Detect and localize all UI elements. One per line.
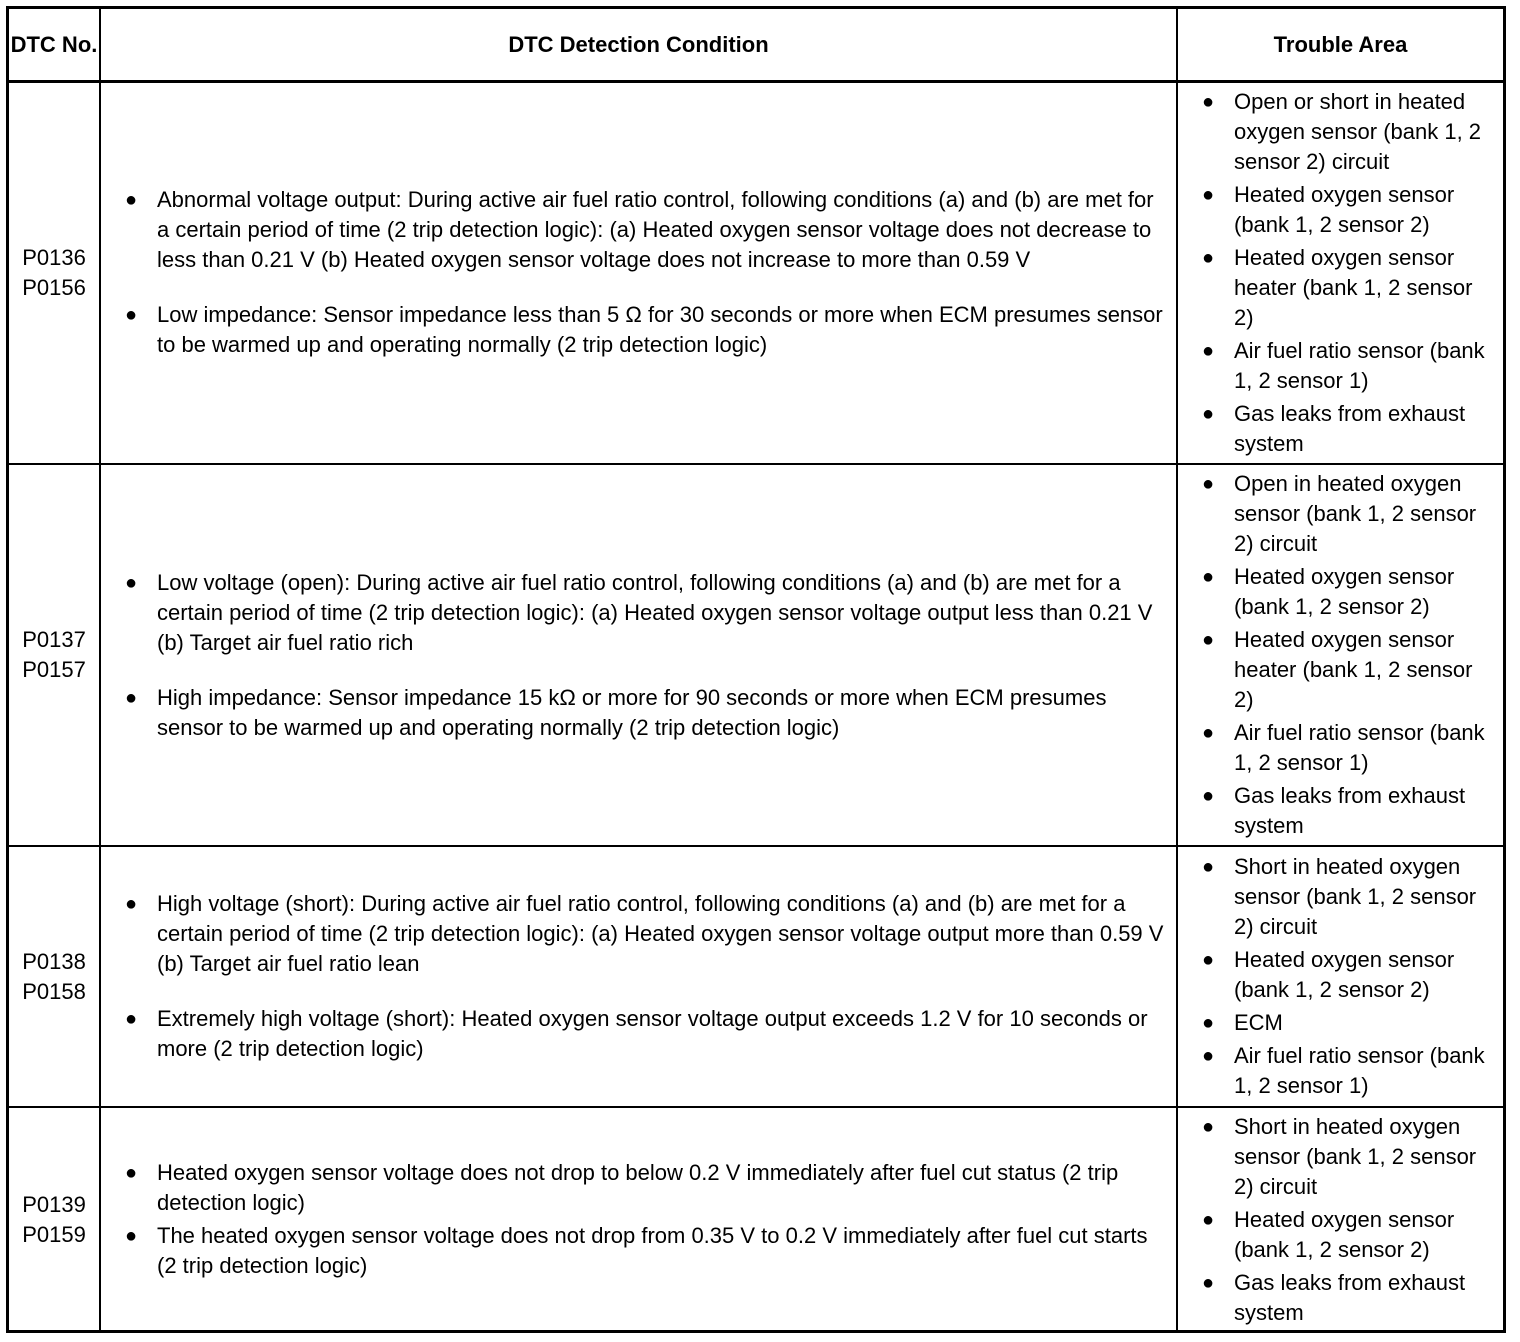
trouble-item: ● Air fuel ratio sensor (bank 1, 2 sensor 1): [1202, 720, 1485, 775]
header-dtc-no: DTC No.: [9, 9, 100, 81]
trouble-item: ● Heated oxygen sensor heater (bank 1, 2 sensor 2): [1202, 627, 1473, 712]
dtc-code-cell: [9, 1107, 100, 1331]
dtc-code-cell: [9, 846, 100, 1107]
condition-item: ● High impedance: Sensor impedance 15 kΩ or more for 90 seconds or more when ECM presumes sensor to be warmed up and operating normally (2 trip detection logic): [125, 684, 1107, 740]
trouble-item: ● Heated oxygen sensor (bank 1, 2 sensor 2): [1202, 564, 1455, 619]
bullet-icon: ●: [125, 304, 138, 327]
bullet-icon: ●: [1202, 473, 1215, 495]
trouble-item: ● Short in heated oxygen sensor (bank 1, 2 sensor 2) circuit: [1202, 854, 1477, 939]
dtc-code: P0157: [22, 657, 86, 682]
bullet-icon: ●: [125, 571, 138, 594]
bullet-icon: ●: [1202, 1045, 1215, 1067]
detection-condition-cell: [100, 81, 1177, 464]
bullet-icon: ●: [1202, 949, 1215, 971]
condition-item: ● Abnormal voltage output: During active air fuel ratio control, following conditions (a) and (b) are met for a certain period of time (2 trip detection logic): (a) Heated oxygen sensor voltage does not decrease to less than 0.21 V (b) Heated oxygen sensor voltage does not increase to more than 0.59 V: [125, 187, 1154, 273]
dtc-code: P0137: [22, 627, 86, 652]
trouble-item: ● Heated oxygen sensor (bank 1, 2 sensor 2): [1202, 947, 1455, 1002]
condition-item: ● Extremely high voltage (short): Heated oxygen sensor voltage output exceeds 1.2 V for 10 seconds or more (2 trip detection logic): [125, 1006, 1148, 1061]
bullet-icon: ●: [125, 1008, 138, 1030]
bullet-icon: ●: [1202, 785, 1215, 807]
condition-item: ● The heated oxygen sensor voltage does not drop from 0.35 V to 0.2 V immediately after fuel cut starts (2 trip detection logic): [125, 1223, 1148, 1278]
detection-condition-cell: [100, 1107, 1177, 1331]
trouble-item: ● Short in heated oxygen sensor (bank 1, 2 sensor 2) circuit: [1202, 1113, 1477, 1199]
bullet-icon: ●: [1202, 90, 1215, 113]
trouble-item: ● Heated oxygen sensor heater (bank 1, 2 sensor 2): [1202, 244, 1473, 330]
dtc-code: P0136: [22, 244, 86, 270]
bullet-icon: ●: [1202, 1012, 1215, 1034]
dtc-table-frame: [6, 6, 1506, 1333]
detection-condition-cell: [100, 846, 1177, 1107]
table-row: [9, 81, 1503, 464]
trouble-item: ● Gas leaks from exhaust system: [1202, 1269, 1466, 1325]
bullet-icon: ●: [1202, 722, 1215, 744]
header-detection-condition: DTC Detection Condition: [100, 9, 1177, 81]
condition-item: ● Low voltage (open): During active air fuel ratio control, following conditions (a) and (b) are met for a certain period of time (2 trip detection logic): (a) Heated oxygen sensor voltage output less than 0.21 V (b) Target air fuel ratio rich: [125, 569, 1153, 655]
dtc-table: [9, 9, 1503, 1331]
bullet-icon: ●: [125, 189, 138, 212]
bullet-icon: ●: [125, 686, 138, 709]
trouble-area-cell: [1177, 81, 1503, 464]
trouble-item: ● ECM: [1178, 1008, 1503, 1038]
bullet-icon: ●: [125, 893, 138, 915]
bullet-icon: ●: [1202, 183, 1215, 206]
dtc-code: P0138: [22, 948, 86, 974]
trouble-area-cell: [1177, 1107, 1503, 1331]
bullet-icon: ●: [1202, 339, 1215, 362]
table-row: [9, 846, 1503, 1107]
condition-item: ● High voltage (short): During active air fuel ratio control, following conditions (a) and (b) are met for a certain period of time (2 trip detection logic): (a) Heated oxygen sensor voltage output more than 0.59 V (b) Target air fuel ratio lean: [125, 891, 1164, 976]
trouble-item: ● Gas leaks from exhaust system: [1202, 400, 1466, 456]
trouble-item: ● Air fuel ratio sensor (bank 1, 2 sensor 1): [1202, 1043, 1485, 1098]
trouble-item: ● Heated oxygen sensor (bank 1, 2 sensor 2): [1202, 1206, 1455, 1262]
bullet-icon: ●: [1202, 1208, 1215, 1231]
table-row: [9, 464, 1503, 846]
bullet-icon: ●: [1202, 566, 1215, 588]
trouble-item: ● Open or short in heated oxygen sensor (bank 1, 2 sensor 2) circuit: [1202, 88, 1482, 174]
dtc-code-cell: [9, 464, 100, 846]
dtc-code-cell: [9, 81, 100, 464]
bullet-icon: ●: [125, 1162, 138, 1184]
bullet-icon: ●: [1202, 246, 1215, 269]
bullet-icon: ●: [1202, 402, 1215, 425]
bullet-icon: ●: [1202, 1271, 1215, 1294]
bullet-icon: ●: [1202, 856, 1215, 878]
detection-condition-cell: [100, 464, 1177, 846]
bullet-icon: ●: [1202, 629, 1215, 651]
table-header-row: [9, 9, 1503, 81]
dtc-code: P0159: [22, 1221, 86, 1247]
condition-item: ● Heated oxygen sensor voltage does not drop to below 0.2 V immediately after fuel cut status (2 trip detection logic): [125, 1160, 1119, 1215]
table-row: [9, 1107, 1503, 1331]
trouble-item: ● Gas leaks from exhaust system: [1202, 783, 1466, 838]
dtc-code: P0158: [22, 978, 86, 1004]
dtc-code: P0156: [22, 274, 86, 300]
condition-item: ● Low impedance: Sensor impedance less than 5 Ω for 30 seconds or more when ECM presumes sensor to be warmed up and operating normally (2 trip detection logic): [125, 302, 1163, 358]
trouble-area-cell: [1177, 464, 1503, 846]
header-trouble-area: Trouble Area: [1177, 9, 1503, 81]
trouble-area-cell: [1177, 846, 1503, 1107]
dtc-code: P0139: [22, 1191, 86, 1217]
trouble-item: ● Heated oxygen sensor (bank 1, 2 sensor 2): [1202, 181, 1455, 237]
bullet-icon: ●: [125, 1225, 138, 1247]
bullet-icon: ●: [1202, 1115, 1215, 1138]
trouble-item: ● Open in heated oxygen sensor (bank 1, 2 sensor 2) circuit: [1202, 471, 1477, 556]
trouble-item: ● Air fuel ratio sensor (bank 1, 2 sensor 1): [1202, 337, 1485, 393]
